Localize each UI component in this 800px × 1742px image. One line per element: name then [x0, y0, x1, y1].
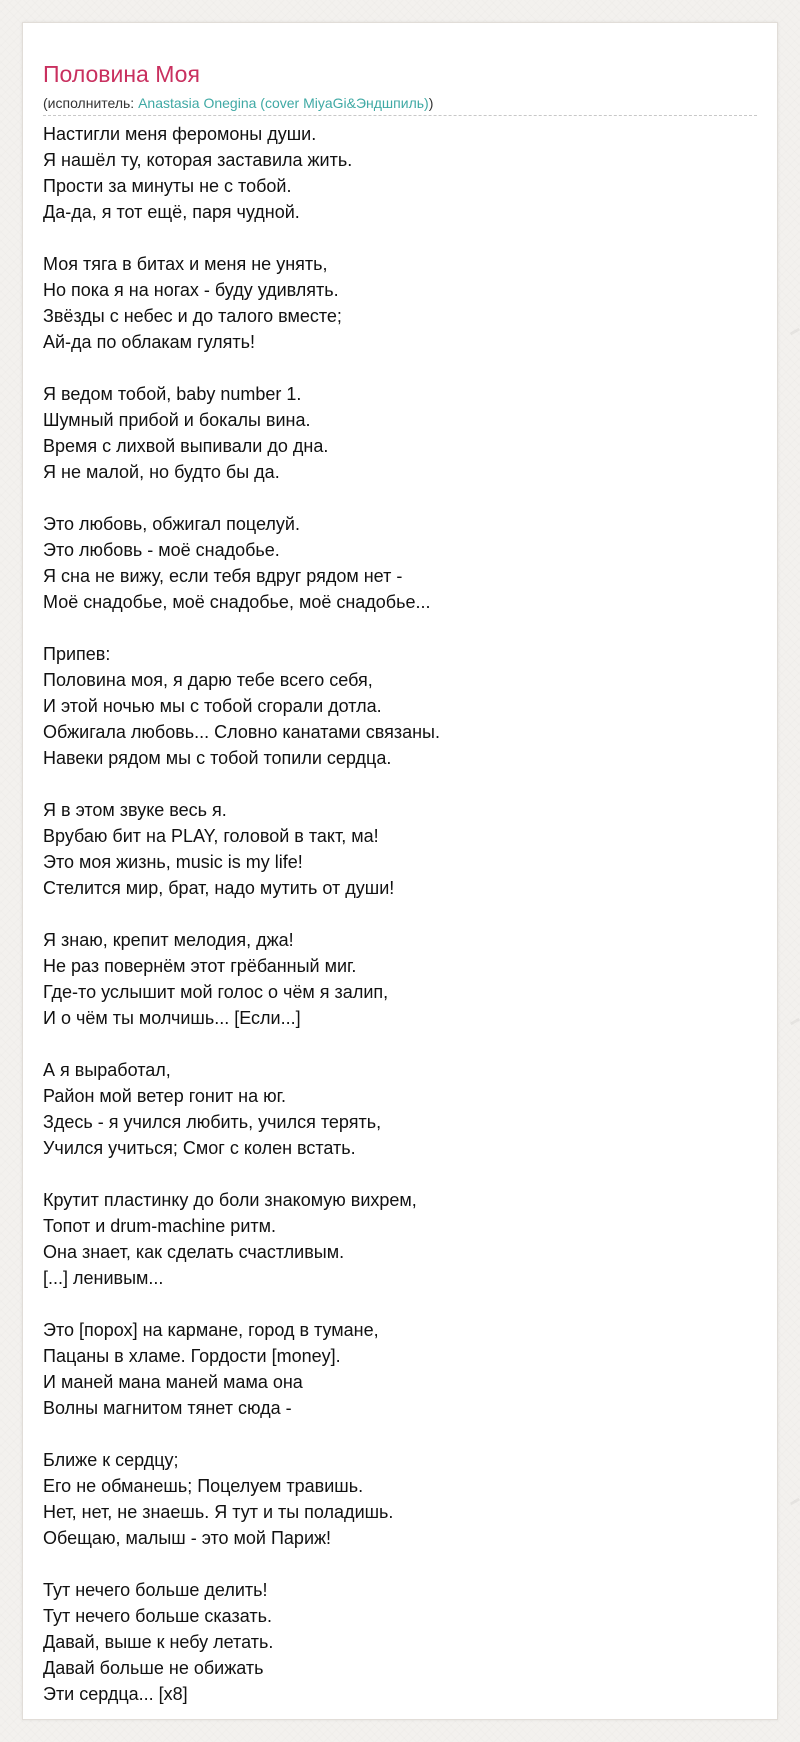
- lyric-line: Ай-да по облакам гулять!: [43, 332, 256, 352]
- lyrics-stanza: [43, 797, 759, 901]
- artist-prefix: (исполнитель:: [43, 95, 139, 111]
- lyric-line: Навеки рядом мы с тобой топили сердца.: [43, 748, 392, 768]
- lyric-line: И о чём ты молчишь... [Если...]: [43, 1008, 301, 1028]
- lyrics-body: [43, 121, 759, 1733]
- lyric-line: Район мой ветер гонит на юг.: [43, 1086, 286, 1106]
- lyric-line: Я нашёл ту, которая заставила жить.: [43, 150, 353, 170]
- lyric-line: Прости за минуты не с тобой.: [43, 176, 292, 196]
- lyrics-stanza: [43, 1577, 759, 1707]
- lyric-line: Нет, нет, не знаешь. Я тут и ты поладишь.: [43, 1502, 394, 1522]
- background-texture-mark: [790, 328, 800, 336]
- lyric-line: Я сна не вижу, если тебя вдруг рядом нет -: [43, 566, 403, 586]
- lyric-line: А я выработал,: [43, 1060, 171, 1080]
- lyric-line: И этой ночью мы с тобой сгорали дотла.: [43, 696, 382, 716]
- lyric-line: Это [порох] на кармане, город в тумане,: [43, 1320, 379, 1340]
- lyrics-stanza: [43, 927, 759, 1031]
- lyric-line: Настигли меня феромоны души.: [43, 124, 317, 144]
- background-texture-mark: [790, 1498, 800, 1506]
- lyric-line: Я ведом тобой, baby number 1.: [43, 384, 302, 404]
- lyric-line: Давай больше не обижать: [43, 1658, 264, 1678]
- lyrics-stanza: [43, 1187, 759, 1291]
- lyric-line: Стелится мир, брат, надо мутить от души!: [43, 878, 395, 898]
- lyric-line: Шумный прибой и бокалы вина.: [43, 410, 311, 430]
- lyrics-stanza: [43, 121, 759, 225]
- lyric-line: Это любовь, обжигал поцелуй.: [43, 514, 300, 534]
- song-title: Половина Моя: [43, 61, 200, 87]
- lyric-line: Я знаю, крепит мелодия, джа!: [43, 930, 294, 950]
- lyric-line: Здесь - я учился любить, учился терять,: [43, 1112, 382, 1132]
- lyric-line: Пацаны в хламе. Гордости [money].: [43, 1346, 341, 1366]
- lyric-line: Это любовь - моё снадобье.: [43, 540, 280, 560]
- lyric-line: Учился учиться; Смог с колен встать.: [43, 1138, 356, 1158]
- lyric-line: Тут нечего больше делить!: [43, 1580, 268, 1600]
- lyrics-stanza: [43, 1057, 759, 1161]
- lyric-line: Тут нечего больше сказать.: [43, 1606, 272, 1626]
- lyrics-stanza: [43, 641, 759, 771]
- lyric-line: Половина моя, я дарю тебе всего себя,: [43, 670, 373, 690]
- lyric-line: Не раз повернём этот грёбанный миг.: [43, 956, 357, 976]
- artist-line: [43, 95, 433, 111]
- lyric-line: Припев:: [43, 644, 111, 664]
- lyric-line: Врубаю бит на PLAY, головой в такт, ма!: [43, 826, 379, 846]
- lyrics-card: [22, 22, 778, 1720]
- lyrics-stanza: [43, 1447, 759, 1551]
- lyric-line: Его не обманешь; Поцелуем травишь.: [43, 1476, 364, 1496]
- lyric-line: Где-то услышит мой голос о чём я залип,: [43, 982, 389, 1002]
- lyric-line: Волны магнитом тянет сюда -: [43, 1398, 292, 1418]
- lyric-line: Давай, выше к небу летать.: [43, 1632, 274, 1652]
- lyric-line: И маней мана маней мама она: [43, 1372, 303, 1392]
- lyric-line: Она знает, как сделать счастливым.: [43, 1242, 345, 1262]
- lyric-line: Моя тяга в битах и меня не унять,: [43, 254, 328, 274]
- lyric-line: Обещаю, малыш - это мой Париж!: [43, 1528, 332, 1548]
- lyric-line: Я не малой, но будто бы да.: [43, 462, 280, 482]
- lyric-line: Ближе к сердцу;: [43, 1450, 179, 1470]
- lyric-line: Это моя жизнь, music is my life!: [43, 852, 303, 872]
- lyric-line: Обжигала любовь... Словно канатами связаны.: [43, 722, 440, 742]
- lyric-line: Звёзды с небес и до талого вместе;: [43, 306, 342, 326]
- lyrics-stanza: [43, 1317, 759, 1421]
- lyrics-stanza: [43, 511, 759, 615]
- lyric-line: Моё снадобье, моё снадобье, моё снадобье...: [43, 592, 431, 612]
- artist-link[interactable]: Anastasia Onegina (cover MiyaGi&Эндшпиль): [138, 95, 429, 111]
- lyric-line: Но пока я на ногах - буду удивлять.: [43, 280, 339, 300]
- lyric-line: Я в этом звуке весь я.: [43, 800, 227, 820]
- lyric-line: Топот и drum-machine ритм.: [43, 1216, 276, 1236]
- lyric-line: Да-да, я тот ещё, паря чудной.: [43, 202, 300, 222]
- lyric-line: [...] ленивым...: [43, 1268, 164, 1288]
- background-texture-mark: [790, 1018, 800, 1026]
- song-header: [43, 41, 757, 116]
- artist-suffix: ): [428, 95, 434, 111]
- lyrics-stanza: [43, 251, 759, 355]
- lyric-line: Время с лихвой выпивали до дна.: [43, 436, 329, 456]
- lyric-line: Эти сердца... [x8]: [43, 1684, 188, 1704]
- lyrics-stanza: [43, 381, 759, 485]
- lyric-line: Крутит пластинку до боли знакомую вихрем,: [43, 1190, 417, 1210]
